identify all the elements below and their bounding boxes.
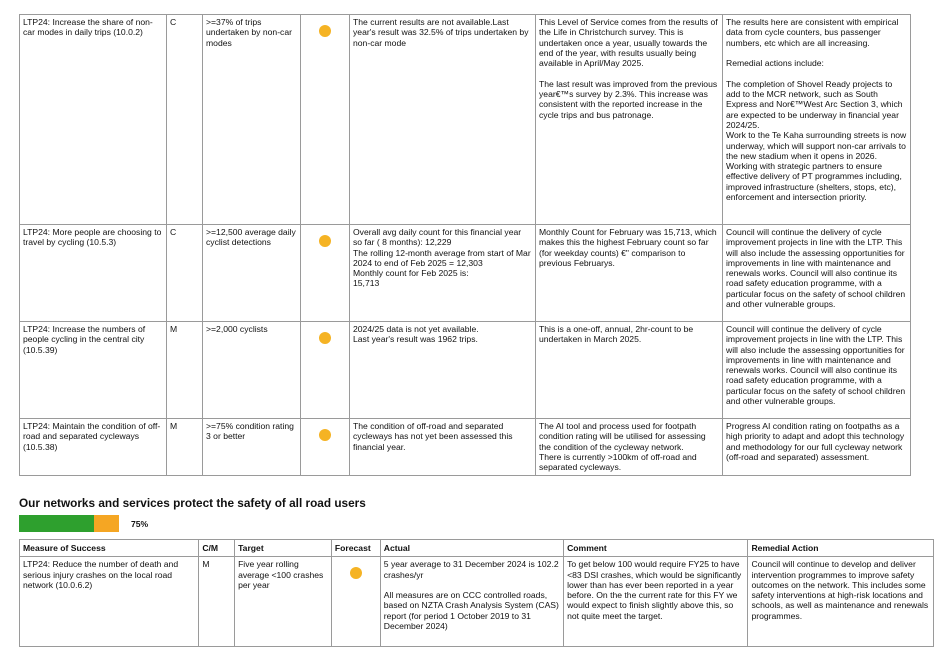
- remedial-cell: Council will continue to develop and deliver intervention programmes to improve safety outcomes on the network. This includes some safety interventions at high-risk locations and schools, as well as maintenance and renewals programmes.: [748, 557, 934, 647]
- actual-cell: Overall avg daily count for this financial year so far ( 8 months): 12,229 The rolling 12-month average from start of Mar 2024 to end of Feb 2025 = 12,303 Monthly count for Feb 2025 is: 15,713: [350, 225, 536, 322]
- forecast-cell: [301, 419, 350, 476]
- forecast-amber-dot: [319, 25, 331, 37]
- measure-cell: LTP24: Reduce the number of death and serious injury crashes on the local road network (10.0.6.2): [20, 557, 199, 647]
- actual-cell: The condition of off-road and separated cycleways has not yet been assessed this financial year.: [350, 419, 536, 476]
- table-row: [20, 419, 911, 476]
- actual-cell: 5 year average to 31 December 2024 is 102.2 crashes/yr All measures are on CCC controlled roads, based on NZTA Crash Analysis System (CAS) report (for period 1 October 2019 to 31 December 2024): [380, 557, 563, 647]
- remedial-cell: The results here are consistent with empirical data from cycle counters, bus passenger numbers, etc which are all increasing. Remedial actions include: The completion of Shovel Ready projects to add to the MCR network, such as South Express and Nor€™West Arc Section 3, which are expected to be underway in financial year 2024/25. Work to the Te Kaha surrounding streets is now underway, which will support non-car arrivals to the new stadium when it opens in 2026. Working with strategic partners to ensure effective delivery of PT programmes including, improved infrastructure (shelters, stops, etc), enforcement and intersection priority.: [723, 15, 911, 225]
- cm-cell: M: [167, 322, 203, 419]
- measure-cell: LTP24: More people are choosing to travel by cycling (10.5.3): [20, 225, 167, 322]
- forecast-amber-dot: [319, 429, 331, 441]
- target-cell: >=75% condition rating 3 or better: [203, 419, 301, 476]
- header-forecast: Forecast: [331, 540, 380, 557]
- target-cell: >=37% of trips undertaken by non-car modes: [203, 15, 301, 225]
- forecast-amber-dot: [319, 332, 331, 344]
- cm-cell: C: [167, 225, 203, 322]
- progress-percent: 75%: [131, 519, 149, 529]
- cm-cell: M: [199, 557, 235, 647]
- forecast-cell: [301, 322, 350, 419]
- table-row: [20, 15, 911, 225]
- cm-cell: M: [167, 419, 203, 476]
- forecast-cell: [331, 557, 380, 647]
- forecast-cell: [301, 225, 350, 322]
- header-remedial: Remedial Action: [748, 540, 934, 557]
- section-title: Our networks and services protect the safety of all road users: [19, 496, 366, 510]
- table-row: [20, 225, 911, 322]
- comment-cell: This is a one-off, annual, 2hr-count to be undertaken in March 2025.: [536, 322, 723, 419]
- comment-cell: This Level of Service comes from the results of the Life in Christchurch survey. This is undertaken once a year, usually towards the end of the year, with results usually being available in April/May 2025. The last result was improved from the previous year€™s survey by 2.3%. This increase was consistent with the reported increase in the cycle trips and bus patronage.: [536, 15, 723, 225]
- table-row: [20, 322, 911, 419]
- forecast-amber-dot: [319, 235, 331, 247]
- measure-cell: LTP24: Maintain the condition of off-road and separated cycleways (10.5.38): [20, 419, 167, 476]
- measure-cell: LTP24: Increase the share of non-car modes in daily trips (10.0.2): [20, 15, 167, 225]
- forecast-cell: [301, 15, 350, 225]
- table-header-row: [20, 540, 934, 557]
- performance-table: [19, 14, 911, 476]
- remedial-cell: Council will continue the delivery of cycle improvement projects in line with the LTP. This will also include the assessing opportunities for improvements in line with maintenance and renewals works. Council will also continue its road safety education programme, with a particular focus on the safety of school children and other vulnerable groups.: [723, 225, 911, 322]
- comment-cell: Monthly Count for February was 15,713, which makes this the highest February count so far (for weekday counts) €" comparison to previous Februarys.: [536, 225, 723, 322]
- progress-remaining-segment: [94, 515, 119, 532]
- header-comment: Comment: [564, 540, 748, 557]
- comment-cell: The AI tool and process used for footpath condition rating will be utilised for assessing the condition of the cycleway network. There is currently >100km of off-road and separated cycleways.: [536, 419, 723, 476]
- remedial-cell: Progress AI condition rating on footpaths as a high priority to adapt and adopt this technology and methodology for our full cycleway network (off-road and separated) assessment.: [723, 419, 911, 476]
- target-cell: >=12,500 average daily cyclist detections: [203, 225, 301, 322]
- header-measure: Measure of Success: [20, 540, 199, 557]
- target-cell: Five year rolling average <100 crashes per year: [235, 557, 332, 647]
- header-cm: C/M: [199, 540, 235, 557]
- actual-cell: The current results are not available.Last year's result was 32.5% of trips undertaken by non-car mode: [350, 15, 536, 225]
- comment-cell: To get below 100 would require FY25 to have <83 DSI crashes, which would be significantly lower than has ever been reported in a year before. On the the current rate for this FY we would expect to finish slightly above this, so not quite meet the target.: [564, 557, 748, 647]
- target-cell: >=2,000 cyclists: [203, 322, 301, 419]
- remedial-cell: Council will continue the delivery of cycle improvement projects in line with the LTP. This will also include the assessing opportunities for improvements in line with maintenance and renewals works. Council will also continue its road safety education programme, with a particular focus on the safety of school children and other vulnerable groups.: [723, 322, 911, 419]
- measure-cell: LTP24: Increase the numbers of people cycling in the central city (10.5.39): [20, 322, 167, 419]
- progress-bar: [19, 515, 119, 532]
- header-target: Target: [235, 540, 332, 557]
- actual-cell: 2024/25 data is not yet available. Last year's result was 1962 trips.: [350, 322, 536, 419]
- forecast-amber-dot: [350, 567, 362, 579]
- header-actual: Actual: [380, 540, 563, 557]
- cm-cell: C: [167, 15, 203, 225]
- safety-table: [19, 539, 934, 647]
- table-row: [20, 557, 934, 647]
- progress-achieved-segment: [19, 515, 94, 532]
